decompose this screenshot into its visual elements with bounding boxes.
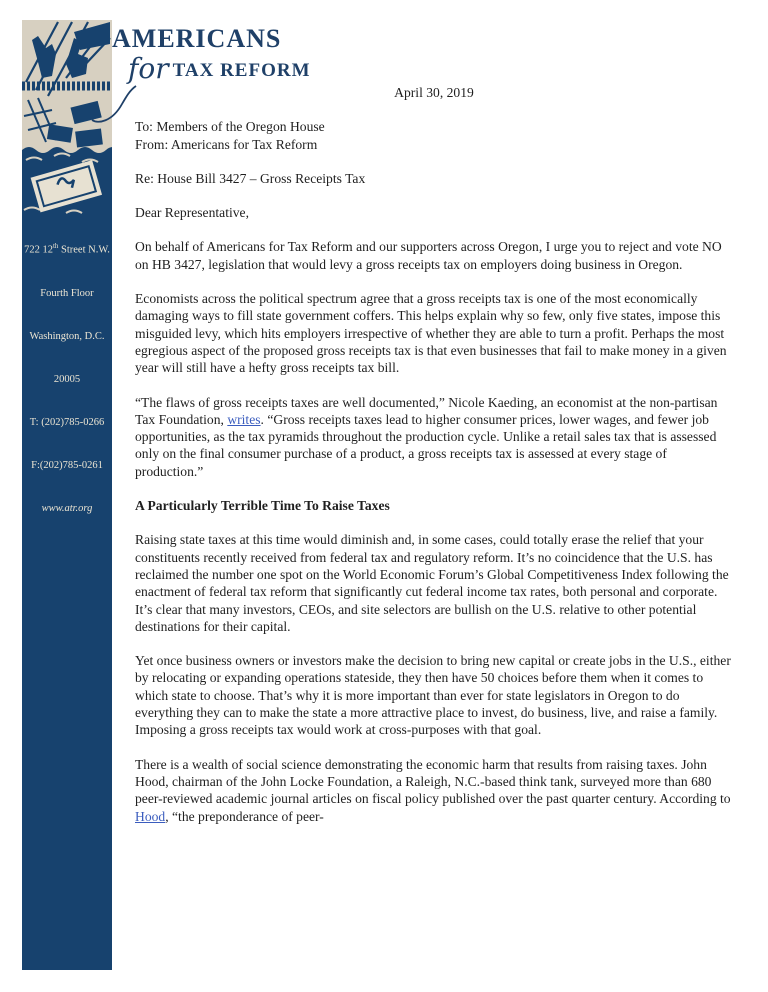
to-from-block xyxy=(135,118,733,153)
paragraph-3-pre: “The flaws of gross receipts taxes are well documented,” Nicole Kaeding, an economist at the non-partisan Tax Foundation, xyxy=(135,394,718,427)
letter-body xyxy=(135,84,733,842)
logo-for-text: for xyxy=(128,52,169,85)
paragraph-4: Raising state taxes at this time would diminish and, in some cases, could totally erase the relief that your constituents recently received from federal tax and regulatory reform. It’s no coincidence that the U.S. has reclaimed the number one spot on the World Economic Forum’s Global Competitiveness Index following the enactment of federal tax reform that significantly cut federal income tax rates, both personal and corporate. It’s clear that many investors, CEOs, and site selectors are bullish on the U.S. relative to other potential destinations for their capital. xyxy=(135,532,729,634)
from-line: From: Americans for Tax Reform xyxy=(135,136,318,152)
address-city: Washington, D.C. xyxy=(29,330,105,342)
paragraph-6 xyxy=(135,756,733,825)
logo-swash-flourish xyxy=(90,84,140,124)
paragraph-1: On behalf of Americans for Tax Reform and our supporters across Oregon, I urge you to reject and vote NO on HB 3427, legislation that would levy a gross receipts tax on employers doing business in Oregon. xyxy=(135,239,722,272)
paragraph-3 xyxy=(135,394,733,480)
paragraph-2: Economists across the political spectrum agree that a gross receipts tax is one of the most economically damaging ways to fill state government coffers. This helps explain why so few, only five states, impose this misguided levy, which hits employers irrespective of whether they are able to turn a profit. Perhaps the most egregious aspect of the proposed gross receipts tax is that even businesses that fail to make money in a given year will still have a hefty gross receipts tax bill. xyxy=(135,291,727,376)
street-number: 722 12 xyxy=(24,244,53,256)
letterhead-sidebar xyxy=(22,20,112,970)
logo-americans-text: AMERICANS xyxy=(112,24,282,53)
to-line: To: Members of the Oregon House xyxy=(135,119,325,135)
address-street xyxy=(22,240,112,257)
letter-date: April 30, 2019 xyxy=(394,85,474,100)
address-zip: 20005 xyxy=(53,373,81,385)
salutation: Dear Representative, xyxy=(135,205,249,221)
street-ordinal: th xyxy=(52,242,59,250)
atr-logo xyxy=(112,26,311,83)
section-heading: A Particularly Terrible Time To Raise Taxes xyxy=(135,498,390,514)
address-floor: Fourth Floor xyxy=(40,287,94,299)
phone-number: T: (202)785-0266 xyxy=(29,416,105,428)
logo-tax-reform-text: TAX REFORM xyxy=(172,60,311,81)
street-name: Street N.W. xyxy=(58,244,110,256)
paragraph-5: Yet once business owners or investors make the decision to bring new capital or create jobs in the U.S., either by relocating or expanding operations stateside, they then have 50 choices before them when it comes to which state to choose. That’s why it is more important than ever for state legislators in Oregon to do everything they can to make the state a more attractive place to invest, do business, live, and raise a family. Imposing a gross receipts tax would work at cross-purposes with that goal. xyxy=(135,653,731,738)
re-line: Re: House Bill 3427 – Gross Receipts Tax xyxy=(135,170,366,186)
writes-link[interactable]: writes xyxy=(227,411,261,427)
letterhead-address xyxy=(22,240,112,515)
paragraph-6-post: , “the preponderance of peer- xyxy=(165,808,324,824)
paragraph-6-pre: There is a wealth of social science demonstrating the economic harm that results from raising taxes. John Hood, chairman of the John Locke Foundation, a Raleigh, N.C.-based think tank, surveyed more than 680 peer-reviewed academic journal articles on fiscal policy published over the past quarter century. According to xyxy=(135,756,731,807)
paragraph-3-post: . “Gross receipts taxes lead to higher consumer prices, lower wages, and fewer job opportunities, as the tax pyramids throughout the production cycle. Unlike a retail sales tax that is assessed only on the final consumer purchase of a product, a gross receipts tax is assessed at every stage of production.” xyxy=(135,411,717,479)
fax-number: F:(202)785-0261 xyxy=(31,459,103,471)
website-url: www.atr.org xyxy=(41,502,93,514)
hood-link[interactable]: Hood xyxy=(135,808,166,824)
